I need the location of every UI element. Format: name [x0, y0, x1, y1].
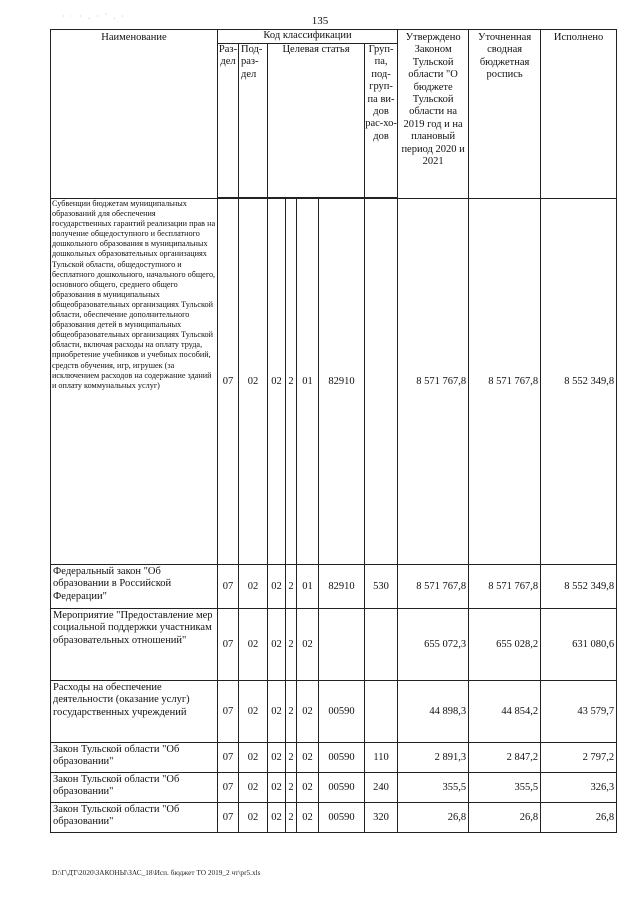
- subsection-code: 02: [239, 773, 268, 803]
- header-executed: Исполнено: [541, 30, 617, 199]
- target-article-part2: 2: [286, 609, 297, 681]
- subsection-code: 02: [239, 803, 268, 833]
- target-article-part2: 2: [286, 565, 297, 609]
- target-article-part4: 82910: [319, 565, 365, 609]
- target-article-part3: 01: [297, 565, 319, 609]
- subsection-code: 02: [239, 743, 268, 773]
- approved-amount: 8 571 767,8: [398, 199, 469, 565]
- row-name: Закон Тульской области "Об образовании": [51, 803, 218, 833]
- scan-marks: · · · . · ` . ·: [62, 12, 126, 21]
- table-row: [51, 609, 617, 681]
- page-number: 135: [311, 15, 329, 27]
- row-name: Федеральный закон "Об образовании в Российской Федерации": [51, 565, 218, 609]
- target-article-part2: 2: [286, 681, 297, 743]
- section-code: 07: [218, 743, 239, 773]
- executed-amount: 43 579,7: [541, 681, 617, 743]
- revised-amount: 44 854,2: [469, 681, 541, 743]
- header-approved: Утверждено Законом Тульской области "О бюджете Тульской области на 2019 год и на плановый период 2020 и 2021: [398, 30, 469, 199]
- target-article-part1: 02: [268, 609, 286, 681]
- table-row: [51, 773, 617, 803]
- table-row: [51, 681, 617, 743]
- header-revised: Уточненная сводная бюджетная роспись: [469, 30, 541, 199]
- approved-amount: 655 072,3: [398, 609, 469, 681]
- subsection-code: 02: [239, 609, 268, 681]
- section-code: 07: [218, 565, 239, 609]
- target-article-part2: 2: [286, 803, 297, 833]
- footer-file-path: D:\Г\ДТ\2020\ЗАКОНЫ\ЗАС_18\Исп. бюджет ТО 2019_2 чт\pr5.xls: [52, 868, 261, 877]
- revised-amount: 655 028,2: [469, 609, 541, 681]
- target-article-part2: 2: [286, 773, 297, 803]
- target-article-part1: 02: [268, 773, 286, 803]
- target-article-part3: 01: [297, 199, 319, 565]
- revised-amount: 8 571 767,8: [469, 565, 541, 609]
- subsection-code: 02: [239, 199, 268, 565]
- section-code: 07: [218, 609, 239, 681]
- header-expense-group: Груп-па, под-груп-па ви-дов рас-хо-дов: [365, 44, 398, 198]
- approved-amount: 2 891,3: [398, 743, 469, 773]
- target-article-part4: 82910: [319, 199, 365, 565]
- target-article-part4: 00590: [319, 681, 365, 743]
- row-name: Расходы на обеспечение деятельности (оказание услуг) государственных учреждений: [51, 681, 218, 743]
- approved-amount: 8 571 767,8: [398, 565, 469, 609]
- executed-amount: 26,8: [541, 803, 617, 833]
- row-name: Мероприятие "Предоставление мер социальной поддержки участникам образовательных отношений": [51, 609, 218, 681]
- table-row: [51, 743, 617, 773]
- header-target-article: Целевая статья: [268, 44, 365, 198]
- expense-group-code: 110: [365, 743, 398, 773]
- revised-amount: 8 571 767,8: [469, 199, 541, 565]
- expense-group-code: [365, 199, 398, 565]
- target-article-part4: 00590: [319, 803, 365, 833]
- target-article-part3: 02: [297, 743, 319, 773]
- executed-amount: 8 552 349,8: [541, 199, 617, 565]
- target-article-part3: 02: [297, 609, 319, 681]
- table-row: [51, 199, 617, 565]
- expense-group-code: 530: [365, 565, 398, 609]
- target-article-part4: 00590: [319, 773, 365, 803]
- table-row: [51, 803, 617, 833]
- approved-amount: 44 898,3: [398, 681, 469, 743]
- executed-amount: 631 080,6: [541, 609, 617, 681]
- budget-table: [50, 29, 617, 833]
- revised-amount: 2 847,2: [469, 743, 541, 773]
- revised-amount: 26,8: [469, 803, 541, 833]
- header-classification-code: Код классификации: [218, 30, 398, 44]
- approved-amount: 355,5: [398, 773, 469, 803]
- row-name: Закон Тульской области "Об образовании": [51, 773, 218, 803]
- target-article-part3: 02: [297, 681, 319, 743]
- target-article-part3: 02: [297, 773, 319, 803]
- executed-amount: 326,3: [541, 773, 617, 803]
- executed-amount: 2 797,2: [541, 743, 617, 773]
- target-article-part1: 02: [268, 803, 286, 833]
- executed-amount: 8 552 349,8: [541, 565, 617, 609]
- expense-group-code: [365, 609, 398, 681]
- approved-amount: 26,8: [398, 803, 469, 833]
- row-name: Субвенции бюджетам муниципальных образований для обеспечения государственных гарантий реализации прав на получение общедоступного и бесплатного дошкольного образования в муниципальных дошкольных образовательных организациях Тульской области, общедоступного и бесплатного дошкольного, начального общего, основного общего, среднего общего образования в муниципальных общеобразовательных организациях Тульской области, обеспечение дополнительного образования детей в муниципальных общеобразовательных организациях Тульской области, включая расходы на оплату труда, приобретение учебников и учебных пособий, средств обучения, игр, игрушек (за исключением расходов на содержание зданий и оплату коммунальных услуг): [51, 199, 218, 565]
- expense-group-code: 320: [365, 803, 398, 833]
- target-article-part2: 2: [286, 199, 297, 565]
- section-code: 07: [218, 773, 239, 803]
- subsection-code: 02: [239, 565, 268, 609]
- section-code: 07: [218, 681, 239, 743]
- table-row: [51, 565, 617, 609]
- revised-amount: 355,5: [469, 773, 541, 803]
- target-article-part1: 02: [268, 565, 286, 609]
- target-article-part1: 02: [268, 743, 286, 773]
- expense-group-code: [365, 681, 398, 743]
- target-article-part3: 02: [297, 803, 319, 833]
- subsection-code: 02: [239, 681, 268, 743]
- section-code: 07: [218, 803, 239, 833]
- target-article-part4: 00590: [319, 743, 365, 773]
- target-article-part1: 02: [268, 681, 286, 743]
- target-article-part4: [319, 609, 365, 681]
- header-name: Наименование: [51, 30, 218, 199]
- target-article-part2: 2: [286, 743, 297, 773]
- section-code: 07: [218, 199, 239, 565]
- header-subsection: Под-раз-дел: [239, 44, 268, 198]
- expense-group-code: 240: [365, 773, 398, 803]
- row-name: Закон Тульской области "Об образовании": [51, 743, 218, 773]
- header-section: Раз-дел: [218, 44, 239, 198]
- target-article-part1: 02: [268, 199, 286, 565]
